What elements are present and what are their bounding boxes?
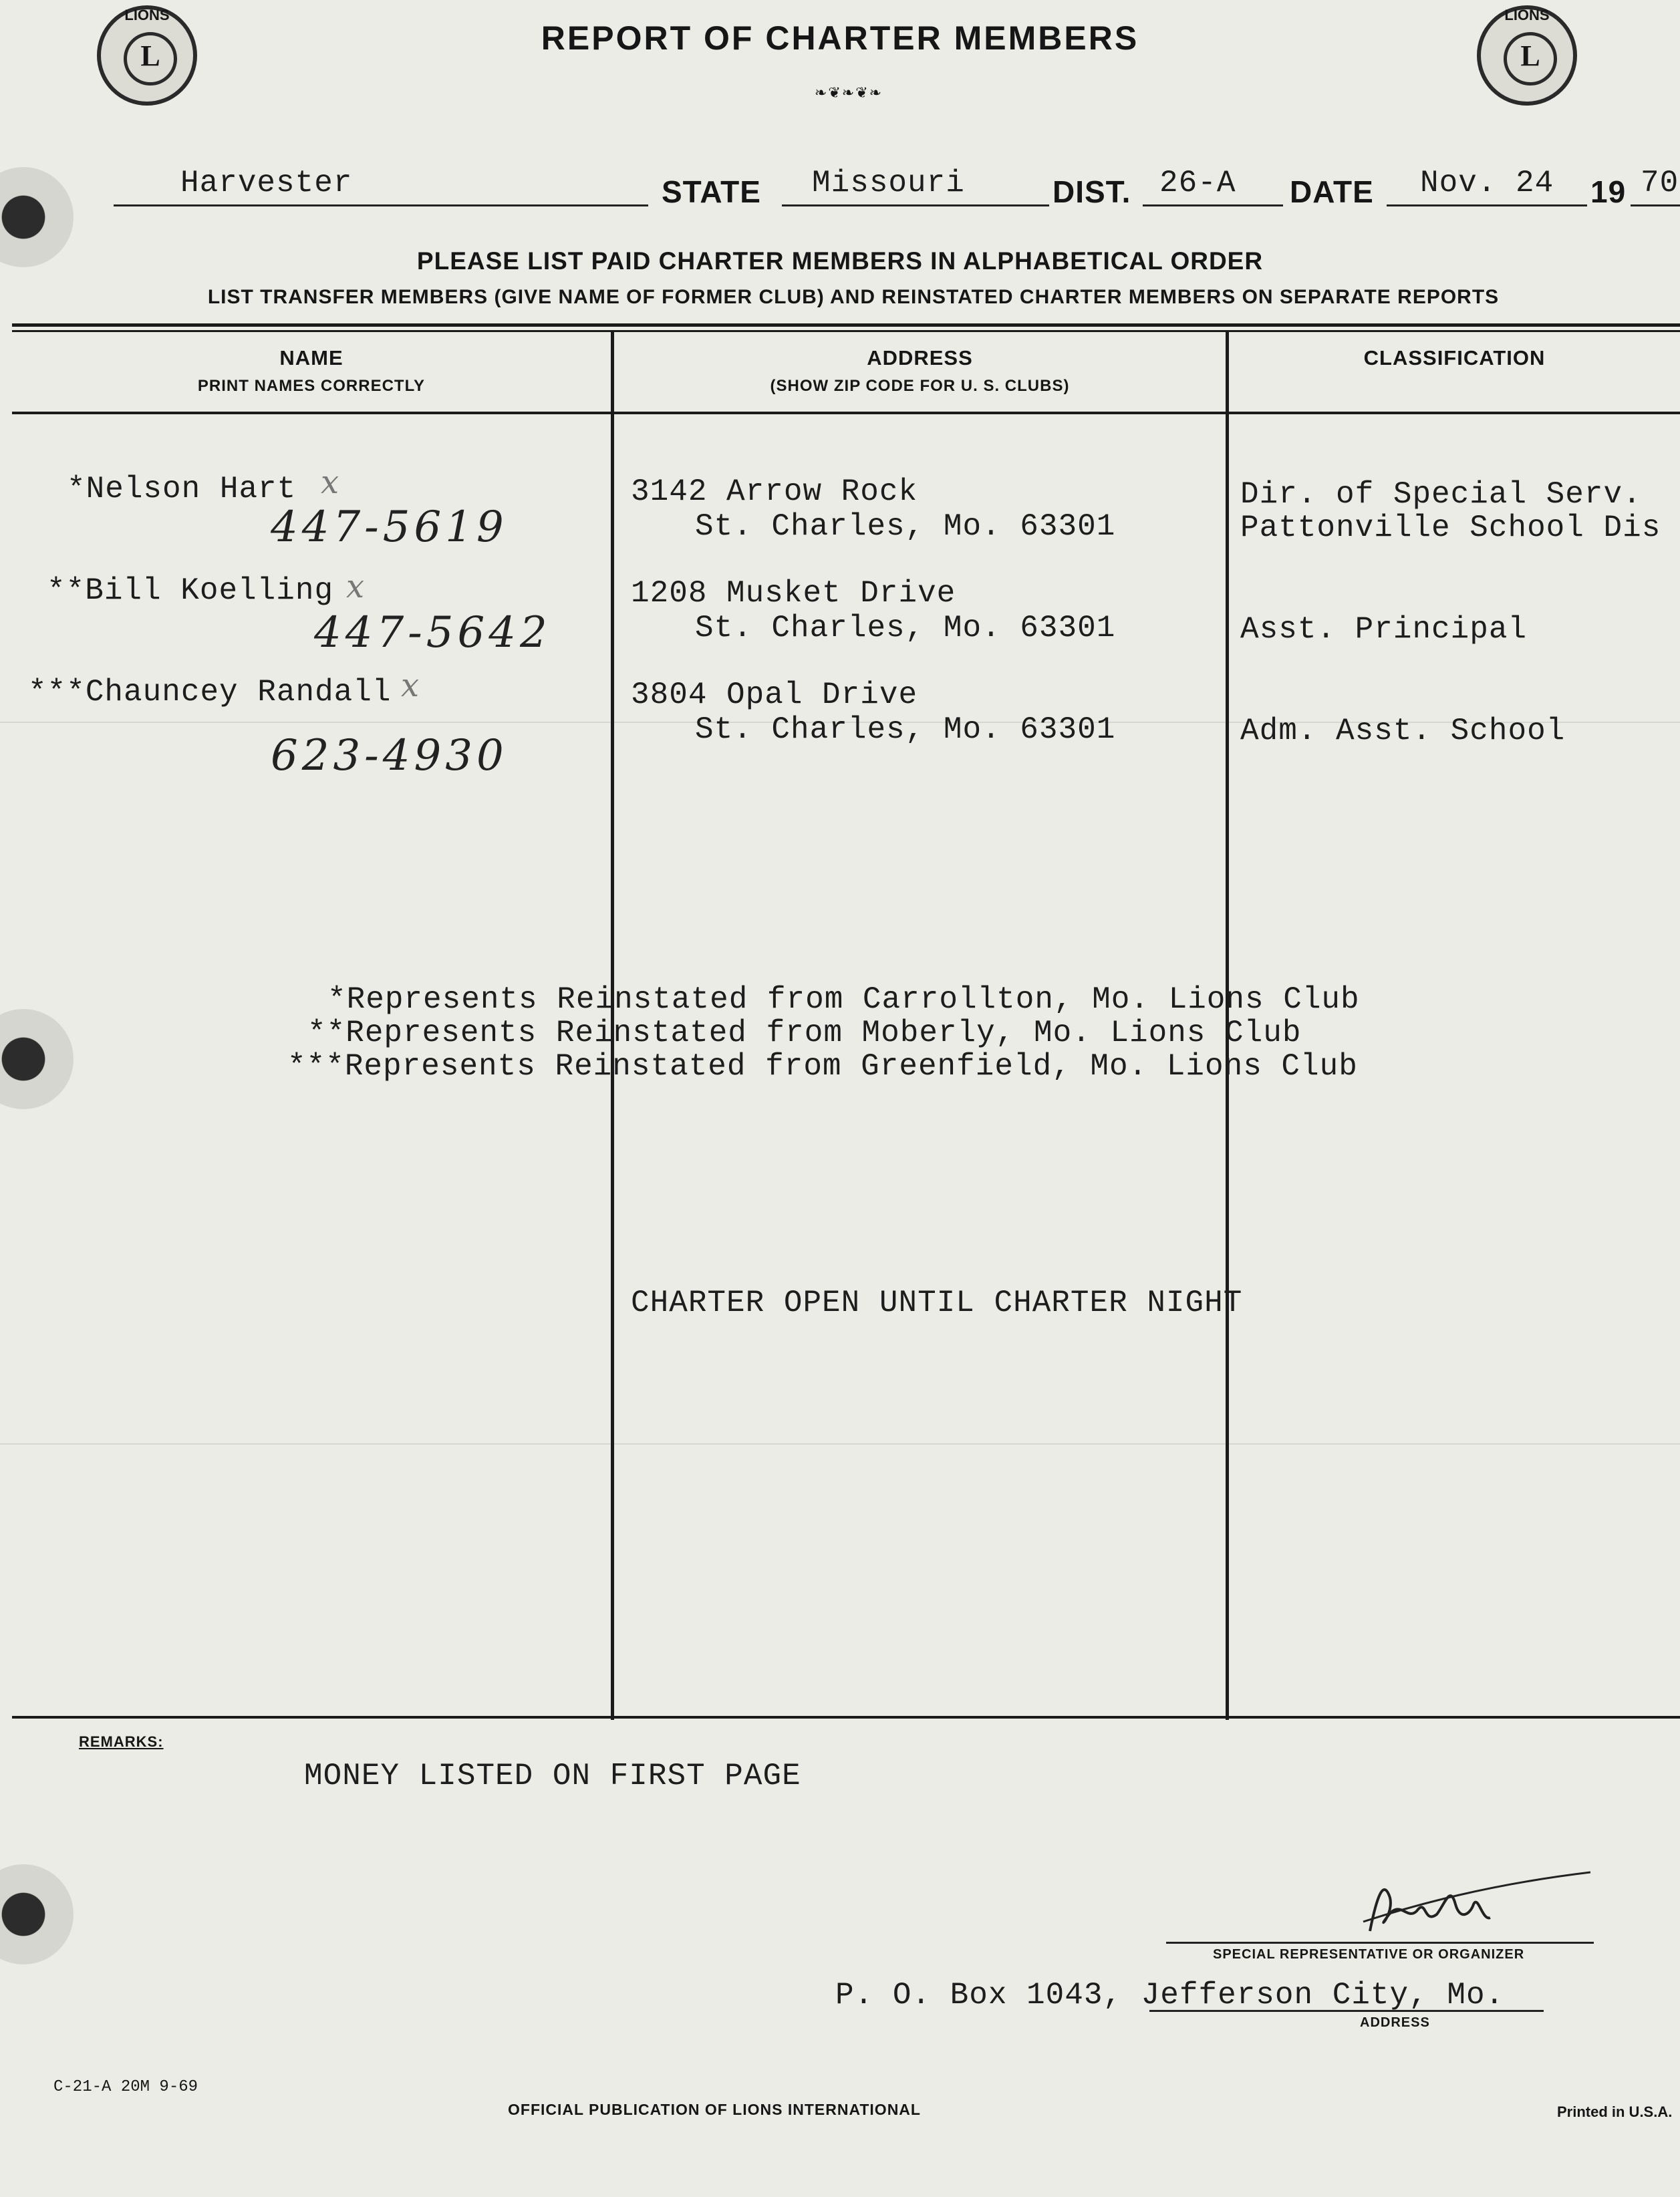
signature-caption: SPECIAL REPRESENTATIVE OR ORGANIZER [1213,1947,1525,1962]
member-phone: 623-4930 [271,731,508,780]
member-address-line1: 1208 Musket Drive [631,576,956,611]
column-header-classification: CLASSIFICATION [1363,346,1546,370]
member-classification: Adm. Asst. School [1240,714,1566,748]
member-address-line1: 3142 Arrow Rock [631,474,918,509]
dist-value: 26-A [1159,166,1236,200]
binder-hole [0,1864,74,1964]
year-line [1631,204,1680,206]
table-header-rule [12,412,1680,414]
year-prefix: 19 [1590,174,1627,209]
page-title: REPORT OF CHARTER MEMBERS [541,19,1139,57]
reinstated-note: *Represents Reinstated from Carrollton, Mo. Lions Club [327,982,1360,1017]
reinstated-note: ***Represents Reinstated from Greenfield, Mo. Lions Club [287,1049,1358,1084]
instruction-line-2: LIST TRANSFER MEMBERS (GIVE NAME OF FORMER CLUB) AND REINSTATED CHARTER MEMBERS ON SEPARATE REPORTS [207,286,1500,308]
member-address-line2: St. Charles, Mo. 63301 [695,611,1116,645]
table-bottom-rule [12,1716,1680,1719]
member-phone: 447-5619 [271,502,508,552]
lions-emblem-right: LIONS L [1477,5,1577,106]
club-name-value: Harvester [180,166,353,200]
table-top-rule-thin [12,330,1680,332]
organizer-address: P. O. Box 1043, Jefferson City, Mo. [835,1978,1505,2013]
check-mark: x [346,568,369,605]
member-address-line2: St. Charles, Mo. 63301 [695,509,1116,544]
state-label: STATE [662,174,761,209]
publication-note: OFFICIAL PUBLICATION OF LIONS INTERNATIONAL [508,2101,921,2118]
date-line [1387,204,1587,206]
signature-line [1166,1942,1594,1944]
address-caption: ADDRESS [1360,2015,1430,2030]
dist-line [1143,204,1283,206]
remarks-label: REMARKS: [79,1733,164,1750]
date-label: DATE [1290,174,1374,209]
column-subheader-name: PRINT NAMES CORRECTLY [197,377,426,395]
paper-crease [0,1443,1680,1445]
column-subheader-address: (SHOW ZIP CODE FOR U. S. CLUBS) [770,377,1070,395]
column-header-name: NAME [279,346,343,370]
check-mark: x [401,667,424,704]
binder-hole [0,1009,74,1109]
column-header-address: ADDRESS [867,346,973,370]
organizer-signature [1270,1858,1590,1944]
member-address-line2: St. Charles, Mo. 63301 [695,712,1116,747]
member-name: ***Chauncey Randall [28,675,392,710]
year-value: 70 [1641,166,1679,200]
state-line [782,204,1049,206]
charter-note: CHARTER OPEN UNTIL CHARTER NIGHT [631,1286,1243,1320]
member-classification-line2: Pattonville School Dis [1240,510,1661,545]
remarks-text: MONEY LISTED ON FIRST PAGE [304,1759,801,1793]
instruction-line-1: PLEASE LIST PAID CHARTER MEMBERS IN ALPHABETICAL ORDER [416,247,1264,275]
printed-in-note: Printed in U.S.A. [1557,2103,1673,2120]
lions-emblem-left: LIONS L [97,5,197,106]
dist-label: DIST. [1053,174,1131,209]
check-mark: x [321,464,343,501]
date-value: Nov. 24 [1420,166,1554,200]
title-ornament: ❧❦❧❦❧ [814,84,883,101]
member-phone: 447-5642 [314,608,551,657]
club-name-line [114,204,648,206]
member-name: **Bill Koelling [47,573,334,608]
member-name: *Nelson Hart [67,472,297,506]
reinstated-note: **Represents Reinstated from Moberly, Mo. Lions Club [307,1016,1302,1050]
form-code: C-21-A 20M 9-69 [53,2078,198,2096]
state-value: Missouri [812,166,965,200]
table-top-rule [12,323,1680,327]
member-classification: Asst. Principal [1240,612,1528,647]
address-line [1149,2010,1544,2012]
member-address-line1: 3804 Opal Drive [631,678,918,712]
member-classification-line1: Dir. of Special Serv. [1240,477,1642,512]
